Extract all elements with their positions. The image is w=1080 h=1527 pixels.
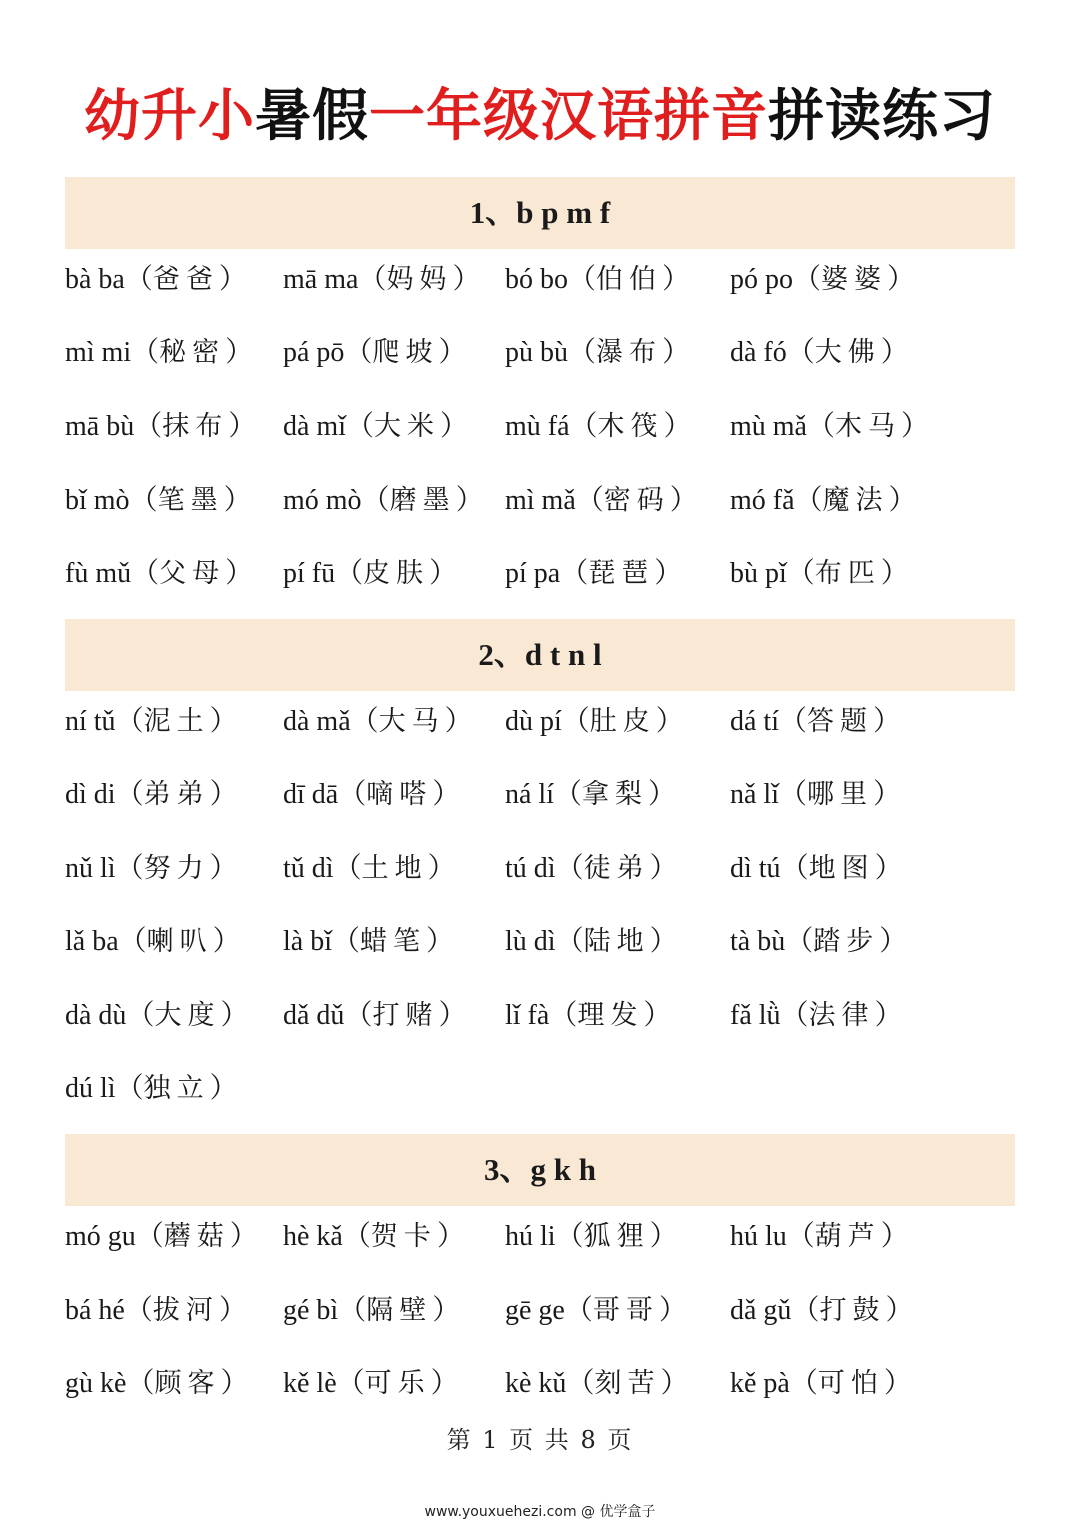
title-part-3: 一年级汉语拼音 bbox=[369, 84, 768, 149]
word-item: bù pǐ（布匹） bbox=[730, 558, 909, 589]
hanzi-text: 狐狸 bbox=[583, 1221, 650, 1252]
hanzi-text: 弟弟 bbox=[143, 779, 210, 810]
pinyin-text: bó bo bbox=[505, 264, 568, 295]
word-item: hú li（狐狸） bbox=[505, 1221, 678, 1252]
word-item: dá tí（答题） bbox=[730, 706, 902, 737]
pinyin-text: pí fū bbox=[283, 558, 336, 589]
pinyin-text: dá tí bbox=[730, 706, 779, 737]
hanzi-text: 拔河 bbox=[152, 1295, 219, 1326]
title-part-1: 幼升小 bbox=[84, 84, 255, 149]
pinyin-text: ní tǔ bbox=[65, 706, 116, 737]
pinyin-text: dì tú bbox=[730, 853, 781, 884]
title-part-2: 暑假 bbox=[255, 84, 369, 149]
word-item: tú dì（徒弟） bbox=[505, 853, 678, 884]
hanzi-text: 抹布 bbox=[162, 411, 229, 442]
word-row bbox=[65, 1359, 1025, 1409]
word-item: dǎ gǔ（打鼓） bbox=[730, 1295, 914, 1326]
word-item: pù bù（瀑布） bbox=[505, 337, 691, 368]
hanzi-text: 瀑布 bbox=[596, 337, 663, 368]
pinyin-text: dì di bbox=[65, 779, 116, 810]
hanzi-text: 泥土 bbox=[143, 706, 210, 737]
hanzi-text: 磨墨 bbox=[389, 485, 456, 516]
pinyin-text: bà ba bbox=[65, 264, 125, 295]
hanzi-text: 蘑菇 bbox=[163, 1221, 230, 1252]
hanzi-text: 贺卡 bbox=[370, 1221, 437, 1252]
section-header-gkh: 3、g k h bbox=[65, 1134, 1015, 1206]
hanzi-text: 顾客 bbox=[154, 1368, 221, 1399]
pinyin-text: dà dù bbox=[65, 1000, 127, 1031]
hanzi-text: 嘀嗒 bbox=[366, 779, 433, 810]
word-row bbox=[65, 1064, 1025, 1114]
word-item: bá hé（拔河） bbox=[65, 1295, 247, 1326]
pinyin-text: mó fǎ bbox=[730, 485, 795, 516]
pinyin-text: kě pà bbox=[730, 1368, 790, 1399]
pinyin-text: kè kǔ bbox=[505, 1368, 567, 1399]
word-row bbox=[65, 328, 1025, 378]
word-item: tǔ dì（土地） bbox=[283, 853, 456, 884]
hanzi-text: 爸爸 bbox=[152, 264, 219, 295]
hanzi-text: 隔壁 bbox=[366, 1295, 433, 1326]
word-item: dì di（弟弟） bbox=[65, 779, 238, 810]
hanzi-text: 葫芦 bbox=[814, 1221, 881, 1252]
pinyin-text: gé bì bbox=[283, 1295, 339, 1326]
word-row bbox=[65, 1286, 1025, 1336]
pinyin-text: tà bù bbox=[730, 926, 786, 957]
pinyin-text: pá pō bbox=[283, 337, 345, 368]
pinyin-text: pí pa bbox=[505, 558, 561, 589]
word-item: kè kǔ（刻苦） bbox=[505, 1368, 689, 1399]
word-item: dà dù（大度） bbox=[65, 1000, 249, 1031]
pinyin-text: hú li bbox=[505, 1221, 556, 1252]
hanzi-text: 理发 bbox=[577, 1000, 644, 1031]
watermark-site: www.youxuehezi.com @ 优学盒子 bbox=[424, 1504, 656, 1520]
word-item: dà fó（大佛） bbox=[730, 337, 909, 368]
page-number: 第 1 页 共 8 页 bbox=[446, 1426, 634, 1454]
hanzi-text: 秘密 bbox=[159, 337, 226, 368]
pinyin-text: bù pǐ bbox=[730, 558, 787, 589]
word-item: mó fǎ（魔法） bbox=[730, 485, 917, 516]
pinyin-text: dà mǎ bbox=[283, 706, 351, 737]
hanzi-text: 法律 bbox=[808, 1000, 875, 1031]
word-item: mā bù（抹布） bbox=[65, 411, 257, 442]
hanzi-text: 伯伯 bbox=[596, 264, 663, 295]
word-item: lù dì（陆地） bbox=[505, 926, 678, 957]
hanzi-text: 蜡笔 bbox=[360, 926, 427, 957]
pinyin-text: nǎ lǐ bbox=[730, 779, 779, 810]
hanzi-text: 木筏 bbox=[597, 411, 664, 442]
pinyin-text: mó mò bbox=[283, 485, 362, 516]
word-item: mā ma（妈妈） bbox=[283, 264, 481, 295]
word-item: ní tǔ（泥土） bbox=[65, 706, 238, 737]
pinyin-text: dà fó bbox=[730, 337, 787, 368]
hanzi-text: 徒弟 bbox=[583, 853, 650, 884]
word-item: gē ge（哥哥） bbox=[505, 1295, 687, 1326]
pinyin-text: hè kǎ bbox=[283, 1221, 343, 1252]
word-item: kě pà（可怕） bbox=[730, 1368, 912, 1399]
hanzi-text: 魔法 bbox=[822, 485, 889, 516]
word-item: mó gu（蘑菇） bbox=[65, 1221, 258, 1252]
pinyin-text: dù pí bbox=[505, 706, 562, 737]
pinyin-text: bá hé bbox=[65, 1295, 125, 1326]
word-item: là bǐ（蜡笔） bbox=[283, 926, 455, 957]
pinyin-text: gù kè bbox=[65, 1368, 127, 1399]
pinyin-text: tǔ dì bbox=[283, 853, 334, 884]
hanzi-text: 大马 bbox=[378, 706, 445, 737]
hanzi-text: 打赌 bbox=[372, 1000, 439, 1031]
hanzi-text: 皮肤 bbox=[363, 558, 430, 589]
word-row bbox=[65, 402, 1025, 452]
hanzi-text: 笔墨 bbox=[157, 485, 224, 516]
pinyin-text: hú lu bbox=[730, 1221, 787, 1252]
hanzi-text: 哪里 bbox=[807, 779, 874, 810]
hanzi-text: 琵琶 bbox=[588, 558, 655, 589]
pinyin-text: nǔ lì bbox=[65, 853, 116, 884]
hanzi-text: 打鼓 bbox=[819, 1295, 886, 1326]
section-header-dtnl: 2、d t n l bbox=[65, 619, 1015, 691]
pinyin-text: dī dā bbox=[283, 779, 339, 810]
word-item: ná lí（拿梨） bbox=[505, 779, 677, 810]
word-item: pí pa（琵琶） bbox=[505, 558, 683, 589]
pinyin-text: tú dì bbox=[505, 853, 556, 884]
pinyin-text: bǐ mò bbox=[65, 485, 130, 516]
pinyin-text: mù mǎ bbox=[730, 411, 807, 442]
hanzi-text: 妈妈 bbox=[386, 264, 453, 295]
word-row bbox=[65, 770, 1025, 820]
hanzi-text: 大佛 bbox=[814, 337, 881, 368]
hanzi-text: 肚皮 bbox=[589, 706, 656, 737]
word-row bbox=[65, 697, 1025, 747]
pinyin-text: fù mǔ bbox=[65, 558, 132, 589]
hanzi-text: 木马 bbox=[835, 411, 902, 442]
hanzi-text: 踏步 bbox=[813, 926, 880, 957]
title-part-4: 拼读练习 bbox=[768, 84, 996, 149]
word-row bbox=[65, 844, 1025, 894]
hanzi-text: 土地 bbox=[361, 853, 428, 884]
word-item: dà mǎ（大马） bbox=[283, 706, 473, 737]
page-title bbox=[0, 78, 1080, 156]
hanzi-text: 父母 bbox=[159, 558, 226, 589]
word-item: dī dā（嘀嗒） bbox=[283, 779, 461, 810]
word-item: hè kǎ（贺卡） bbox=[283, 1221, 465, 1252]
hanzi-text: 可怕 bbox=[817, 1368, 884, 1399]
pinyin-text: lǎ ba bbox=[65, 926, 119, 957]
word-item: kě lè（可乐） bbox=[283, 1368, 459, 1399]
word-item: nǔ lì（努力） bbox=[65, 853, 238, 884]
hanzi-text: 爬坡 bbox=[372, 337, 439, 368]
pinyin-text: mā ma bbox=[283, 264, 359, 295]
pinyin-text: lù dì bbox=[505, 926, 556, 957]
hanzi-text: 哥哥 bbox=[592, 1295, 659, 1326]
hanzi-text: 陆地 bbox=[583, 926, 650, 957]
hanzi-text: 独立 bbox=[143, 1073, 210, 1104]
pinyin-text: kě lè bbox=[283, 1368, 337, 1399]
word-row bbox=[65, 991, 1025, 1041]
word-item: hú lu（葫芦） bbox=[730, 1221, 909, 1252]
word-item: fù mǔ（父母） bbox=[65, 558, 254, 589]
word-item: dù pí（肚皮） bbox=[505, 706, 684, 737]
word-item: bó bo（伯伯） bbox=[505, 264, 691, 295]
pinyin-text: là bǐ bbox=[283, 926, 332, 957]
pinyin-text: dǎ dǔ bbox=[283, 1000, 345, 1031]
pinyin-text: ná lí bbox=[505, 779, 554, 810]
word-item: gù kè（顾客） bbox=[65, 1368, 249, 1399]
word-row bbox=[65, 476, 1025, 526]
word-item: lǎ ba（喇叭） bbox=[65, 926, 241, 957]
pinyin-text: pù bù bbox=[505, 337, 568, 368]
word-item: dà mǐ（大米） bbox=[283, 411, 469, 442]
word-row bbox=[65, 549, 1025, 599]
hanzi-text: 布匹 bbox=[814, 558, 881, 589]
word-item: tà bù（踏步） bbox=[730, 926, 908, 957]
word-item: mì mi（秘密） bbox=[65, 337, 254, 368]
hanzi-text: 可乐 bbox=[364, 1368, 431, 1399]
word-item: mó mò（磨墨） bbox=[283, 485, 484, 516]
pinyin-text: mù fá bbox=[505, 411, 570, 442]
hanzi-text: 婆婆 bbox=[821, 264, 888, 295]
word-row bbox=[65, 1212, 1025, 1262]
word-item: dú lì（独立） bbox=[65, 1073, 238, 1104]
word-row bbox=[65, 255, 1025, 305]
hanzi-text: 大米 bbox=[374, 411, 441, 442]
hanzi-text: 努力 bbox=[143, 853, 210, 884]
word-item: lǐ fà（理发） bbox=[505, 1000, 672, 1031]
pinyin-text: mì mǎ bbox=[505, 485, 576, 516]
hanzi-text: 大度 bbox=[154, 1000, 221, 1031]
word-item: mù mǎ（木马） bbox=[730, 411, 930, 442]
pinyin-text: dà mǐ bbox=[283, 411, 346, 442]
hanzi-text: 地图 bbox=[808, 853, 875, 884]
hanzi-text: 喇叭 bbox=[146, 926, 213, 957]
word-item: bà ba（爸爸） bbox=[65, 264, 247, 295]
pinyin-text: gē ge bbox=[505, 1295, 565, 1326]
pinyin-text: fǎ lǜ bbox=[730, 1000, 781, 1031]
word-item: dì tú（地图） bbox=[730, 853, 903, 884]
hanzi-text: 答题 bbox=[807, 706, 874, 737]
pinyin-text: mó gu bbox=[65, 1221, 136, 1252]
hanzi-text: 刻苦 bbox=[594, 1368, 661, 1399]
word-item: mì mǎ（密码） bbox=[505, 485, 698, 516]
section-header-bpmf: 1、b p m f bbox=[65, 177, 1015, 249]
pinyin-text: mì mi bbox=[65, 337, 132, 368]
pinyin-text: dǎ gǔ bbox=[730, 1295, 792, 1326]
pinyin-text: lǐ fà bbox=[505, 1000, 550, 1031]
word-row bbox=[65, 917, 1025, 967]
word-item: fǎ lǜ（法律） bbox=[730, 1000, 903, 1031]
word-item: bǐ mò（笔墨） bbox=[65, 485, 252, 516]
pinyin-text: mā bù bbox=[65, 411, 135, 442]
word-item: gé bì（隔壁） bbox=[283, 1295, 461, 1326]
word-item: pá pō（爬坡） bbox=[283, 337, 467, 368]
word-item: mù fá（木筏） bbox=[505, 411, 692, 442]
word-item: dǎ dǔ（打赌） bbox=[283, 1000, 467, 1031]
hanzi-text: 密码 bbox=[603, 485, 670, 516]
pinyin-text: pó po bbox=[730, 264, 793, 295]
word-item: pí fū（皮肤） bbox=[283, 558, 458, 589]
word-item: nǎ lǐ（哪里） bbox=[730, 779, 902, 810]
pinyin-text: dú lì bbox=[65, 1073, 116, 1104]
word-item: pó po（婆婆） bbox=[730, 264, 916, 295]
hanzi-text: 拿梨 bbox=[582, 779, 649, 810]
